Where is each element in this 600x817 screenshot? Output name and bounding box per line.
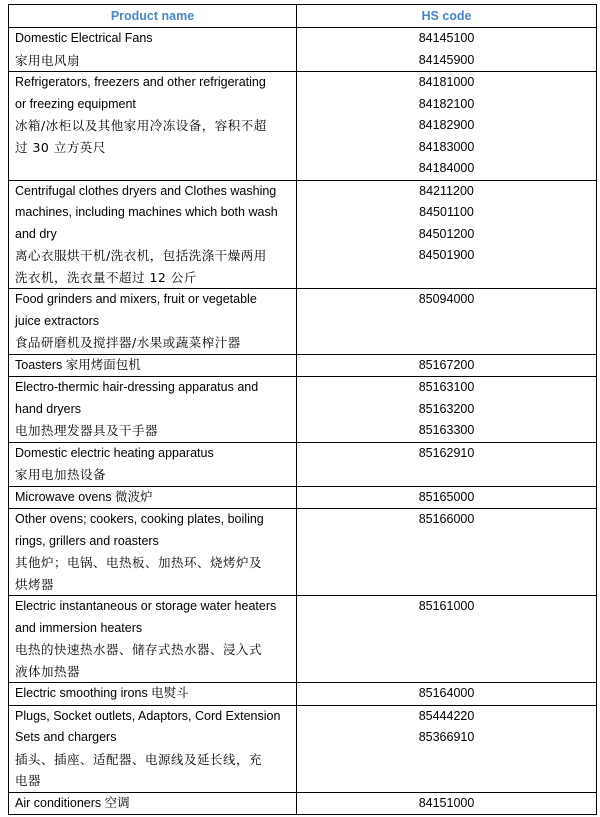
product-name-line: 过 30 立方英尺 xyxy=(15,139,106,155)
hs-code-cell xyxy=(297,377,597,443)
table-row xyxy=(9,509,597,596)
hs-code-value: 85366910 xyxy=(418,730,475,744)
hs-code-value: 85167200 xyxy=(418,357,475,372)
product-name-line: Electric smoothing irons 电熨斗 xyxy=(15,686,189,700)
hs-code-value: 85161000 xyxy=(418,599,475,613)
hs-code-cell xyxy=(297,683,597,706)
table-row xyxy=(9,705,597,792)
hs-code-value: 84182900 xyxy=(418,118,475,132)
hs-code-value: 84501900 xyxy=(418,248,475,262)
product-name-cell xyxy=(9,28,297,72)
product-name-line: 烘烤器 xyxy=(15,576,55,592)
table-row xyxy=(9,72,597,181)
hs-code-value: 85162910 xyxy=(418,445,475,460)
hs-code-cell xyxy=(297,486,597,509)
product-name-line: Electro-thermic hair-dressing apparatus and xyxy=(15,380,259,394)
product-name-cell xyxy=(9,683,297,706)
product-name-line: Sets and chargers xyxy=(15,730,117,744)
hs-code-value: 84501200 xyxy=(418,226,475,241)
table-row xyxy=(9,377,597,443)
table-row xyxy=(9,354,597,377)
product-name-line: 食品研磨机及搅拌器/水果或蔬菜榨汁器 xyxy=(15,335,241,350)
product-name-line: Plugs, Socket outlets, Adaptors, Cord Extension xyxy=(15,708,281,723)
product-name-cell xyxy=(9,596,297,683)
product-name-line: Centrifugal clothes dryers and Clothes washing xyxy=(15,183,277,198)
product-name-line: 液体加热器 xyxy=(15,663,81,679)
hs-code-value: 84145100 xyxy=(418,31,475,45)
hs-code-value: 84184000 xyxy=(418,161,475,175)
table-row xyxy=(9,289,597,355)
header-product-name: Product name xyxy=(9,5,297,28)
hs-code-value: 84183000 xyxy=(418,139,475,154)
table-row xyxy=(9,28,597,72)
product-name-line: 离心衣服烘干机/洗衣机，包括洗涤干燥两用 xyxy=(15,248,267,263)
product-name-line: 电器 xyxy=(15,773,42,788)
hs-code-value: 85163200 xyxy=(418,401,475,416)
product-name-line: Toasters 家用烤面包机 xyxy=(15,357,141,372)
hs-code-value: 85444220 xyxy=(418,708,475,723)
product-name-line: juice extractors xyxy=(15,313,100,328)
hs-code-cell xyxy=(297,289,597,355)
hs-code-cell xyxy=(297,28,597,72)
hs-code-cell xyxy=(297,705,597,792)
table-row xyxy=(9,792,597,815)
hs-code-cell xyxy=(297,354,597,377)
product-name-line: hand dryers xyxy=(15,401,82,416)
product-name-line: Domestic electric heating apparatus xyxy=(15,445,214,460)
product-name-line: or freezing equipment xyxy=(15,96,136,111)
hs-code-cell xyxy=(297,180,597,289)
hs-code-table xyxy=(8,4,597,815)
product-name-line: rings, grillers and roasters xyxy=(15,533,159,548)
product-name-cell xyxy=(9,486,297,509)
product-name-line: Other ovens; cookers, cooking plates, boiling xyxy=(15,512,264,526)
product-name-line: machines, including machines which both wash xyxy=(15,205,278,219)
hs-code-value: 85163300 xyxy=(418,423,475,437)
product-name-line: 家用电风扇 xyxy=(15,52,81,68)
product-name-line: 冰箱/冰柜以及其他家用冷冻设备，容积不超 xyxy=(15,118,267,133)
product-name-cell xyxy=(9,377,297,443)
hs-code-cell xyxy=(297,792,597,815)
hs-code-cell xyxy=(297,596,597,683)
hs-code-value: 85094000 xyxy=(418,292,475,306)
product-name-cell xyxy=(9,705,297,792)
hs-code-value: 84182100 xyxy=(418,96,475,111)
table-row xyxy=(9,442,597,486)
product-name-line: 其他炉；电锅、电热板、加热环、烧烤炉及 xyxy=(15,555,263,570)
product-name-line: and dry xyxy=(15,226,57,241)
product-name-cell xyxy=(9,180,297,289)
product-name-line: 电加热理发器具及干手器 xyxy=(15,423,159,438)
product-name-cell xyxy=(9,72,297,181)
product-name-cell xyxy=(9,442,297,486)
hs-code-value: 84151000 xyxy=(418,795,475,810)
product-name-line: Electric instantaneous or storage water heaters xyxy=(15,599,277,613)
product-name-line: Refrigerators, freezers and other refrigerating xyxy=(15,75,266,89)
product-name-line: Food grinders and mixers, fruit or vegetable xyxy=(15,292,257,306)
hs-code-value: 85165000 xyxy=(418,489,475,504)
hs-code-value: 85164000 xyxy=(418,686,475,700)
product-name-line: 家用电加热设备 xyxy=(15,467,107,482)
hs-code-cell xyxy=(297,509,597,596)
product-name-cell xyxy=(9,792,297,815)
table-row xyxy=(9,683,597,706)
table-row xyxy=(9,486,597,509)
product-name-cell xyxy=(9,289,297,355)
product-name-line: Domestic Electrical Fans xyxy=(15,31,153,45)
hs-code-value: 84181000 xyxy=(418,75,475,89)
product-name-line: 洗衣机，洗衣量不超过 12 公斤 xyxy=(15,269,197,285)
hs-code-value: 84211200 xyxy=(419,183,474,198)
hs-code-value: 85163100 xyxy=(418,380,475,394)
product-name-cell xyxy=(9,509,297,596)
hs-code-value: 85166000 xyxy=(418,512,475,526)
product-name-line: Microwave ovens 微波炉 xyxy=(15,489,153,504)
product-name-line: Air conditioners 空调 xyxy=(15,795,130,810)
hs-code-value: 84501100 xyxy=(419,205,474,219)
hs-code-cell xyxy=(297,72,597,181)
product-name-line: 插头、插座、适配器、电源线及延长线，充 xyxy=(15,751,263,767)
header-hs-code: HS code xyxy=(297,5,597,28)
product-name-line: 电热的快速热水器、储存式热水器、浸入式 xyxy=(15,642,263,657)
product-name-line: and immersion heaters xyxy=(15,620,143,635)
table-header-row xyxy=(9,5,597,28)
table-row xyxy=(9,596,597,683)
table-row xyxy=(9,180,597,289)
product-name-cell xyxy=(9,354,297,377)
hs-code-cell xyxy=(297,442,597,486)
hs-code-value: 84145900 xyxy=(418,52,475,67)
